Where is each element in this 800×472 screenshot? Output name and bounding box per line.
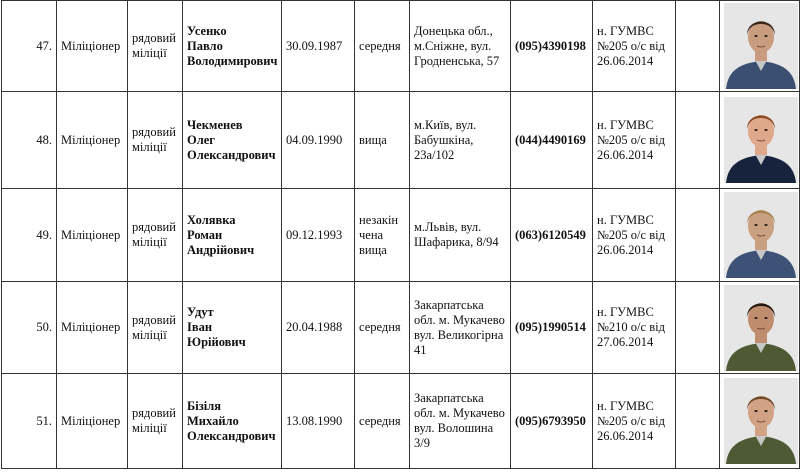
position-cell: Міліціонер [57,92,128,189]
row-number: 48. [2,92,57,189]
full-name-cell-line: Олександрович [187,147,276,162]
full-name-cell-line: Михайло [187,413,239,428]
row-number: 50. [2,282,57,374]
rank-cell [128,1,183,92]
full-name-cell [183,282,282,374]
phone-cell: (095)6793950 [511,374,593,469]
address-cell [410,374,511,469]
full-name-cell-line: Олександрович [187,428,276,443]
full-name-cell [183,189,282,282]
address-cell-line: обл. м. Мукачево [414,312,505,327]
education-cell-line: середня [359,413,401,428]
table-body [2,1,800,469]
rank-cell-line: міліції [132,327,167,342]
order-cell-line: 27.06.2014 [597,335,654,349]
full-name-cell-line: Андрійович [187,242,255,257]
address-cell [410,1,511,92]
table-row [2,282,800,374]
portrait-photo [724,285,798,371]
education-cell [355,282,410,374]
phone-cell: (095)4390198 [511,1,593,92]
rank-cell-line: рядовий [132,406,176,420]
order-cell-line: №205 о/с від [597,227,665,242]
education-cell-line: середня [359,320,401,334]
rank-cell [128,282,183,374]
row-number: 51. [2,374,57,469]
order-cell-line: н. ГУМВС [597,305,654,319]
order-cell-line: №210 о/с від [597,320,665,334]
order-cell-line: №205 о/с від [597,38,665,53]
phone-cell: (063)6120549 [511,189,593,282]
rank-cell-line: рядовий [132,125,176,139]
address-cell-line: вул. Великогірна [414,327,504,342]
rank-cell [128,92,183,189]
order-cell-line: 26.06.2014 [597,428,654,443]
portrait-photo [724,378,798,464]
rank-cell-line: рядовий [132,31,176,45]
address-cell-line: обл. м. Мукачево [414,406,505,420]
table-row [2,1,800,92]
full-name-cell-line: Павло [187,38,223,53]
order-cell-line: н. ГУМВС [597,117,654,132]
education-cell-line: середня [359,38,401,53]
order-cell-line: н. ГУМВС [597,23,654,38]
address-cell-line: м.Львів, вул. [414,220,482,234]
table-row [2,92,800,189]
blank-cell [676,282,720,374]
portrait-photo [724,192,798,278]
full-name-cell [183,374,282,469]
address-cell [410,189,511,282]
address-cell-line: Закарпатська [414,297,484,312]
full-name-cell-line: Холявка [187,212,236,227]
address-cell [410,92,511,189]
address-cell-line: м.Сніжне, вул. [414,38,492,53]
order-cell [593,1,676,92]
portrait-photo [724,3,798,89]
order-cell [593,282,676,374]
address-cell-line: Бабушкіна, [414,132,474,147]
blank-cell [676,189,720,282]
position-cell: Міліціонер [57,1,128,92]
full-name-cell-line: Роман [187,227,223,242]
rank-cell-line: рядовий [132,312,176,327]
rank-cell [128,374,183,469]
address-cell-line: Шафарика, 8/94 [414,235,499,249]
address-cell-line: Гродненська, 57 [414,53,500,68]
rank-cell [128,189,183,282]
table-row [2,189,800,282]
blank-cell [676,1,720,92]
photo-cell [720,92,800,189]
phone-cell: (095)1990514 [511,282,593,374]
education-cell [355,374,410,469]
order-cell [593,189,676,282]
education-cell [355,189,410,282]
rank-cell-line: міліції [132,421,167,435]
blank-cell [676,92,720,189]
full-name-cell-line: Іван [187,320,213,334]
position-cell: Міліціонер [57,189,128,282]
position-cell: Міліціонер [57,374,128,469]
blank-cell [676,374,720,469]
order-cell [593,92,676,189]
address-cell-line: м.Київ, вул. [414,117,477,132]
rank-cell-line: рядовий [132,220,176,234]
portrait-photo [724,97,798,183]
row-number: 49. [2,189,57,282]
photo-cell [720,189,800,282]
education-cell [355,92,410,189]
full-name-cell-line: Олег [187,132,215,147]
address-cell-line: 3/9 [414,436,430,450]
full-name-cell-line: Бізіля [187,398,222,413]
birth-date-cell: 04.09.1990 [282,92,355,189]
order-cell-line: н. ГУМВС [597,398,654,413]
order-cell-line: н. ГУМВС [597,212,654,227]
address-cell-line: Закарпатська [414,391,484,405]
birth-date-cell: 20.04.1988 [282,282,355,374]
photo-cell [720,1,800,92]
education-cell [355,1,410,92]
full-name-cell-line: Усенко [187,23,227,38]
education-cell-line: вища [359,132,387,147]
birth-date-cell: 09.12.1993 [282,189,355,282]
order-cell-line: №205 о/с від [597,132,665,147]
education-cell-line: чена [359,227,384,242]
rank-cell-line: міліції [132,235,167,249]
address-cell-line: 23а/102 [414,147,455,162]
full-name-cell-line: Удут [187,305,214,319]
address-cell [410,282,511,374]
rank-cell-line: міліції [132,46,167,60]
full-name-cell-line: Чекменев [187,117,243,132]
address-cell-line: 41 [414,342,427,357]
table-row [2,374,800,469]
personnel-table [1,0,800,469]
position-cell: Міліціонер [57,282,128,374]
rank-cell-line: міліції [132,140,167,154]
full-name-cell-line: Володимирович [187,53,278,68]
order-cell-line: 26.06.2014 [597,53,654,68]
full-name-cell-line: Юрійович [187,335,246,349]
full-name-cell [183,1,282,92]
order-cell-line: 26.06.2014 [597,147,654,162]
education-cell-line: незакін [359,212,399,227]
order-cell [593,374,676,469]
photo-cell [720,282,800,374]
address-cell-line: Донецька обл., [414,23,493,38]
photo-cell [720,374,800,469]
address-cell-line: вул. Волошина [414,421,494,435]
order-cell-line: №205 о/с від [597,413,665,428]
birth-date-cell: 13.08.1990 [282,374,355,469]
birth-date-cell: 30.09.1987 [282,1,355,92]
full-name-cell [183,92,282,189]
order-cell-line: 26.06.2014 [597,242,654,257]
education-cell-line: вища [359,242,387,257]
phone-cell: (044)4490169 [511,92,593,189]
row-number: 47. [2,1,57,92]
